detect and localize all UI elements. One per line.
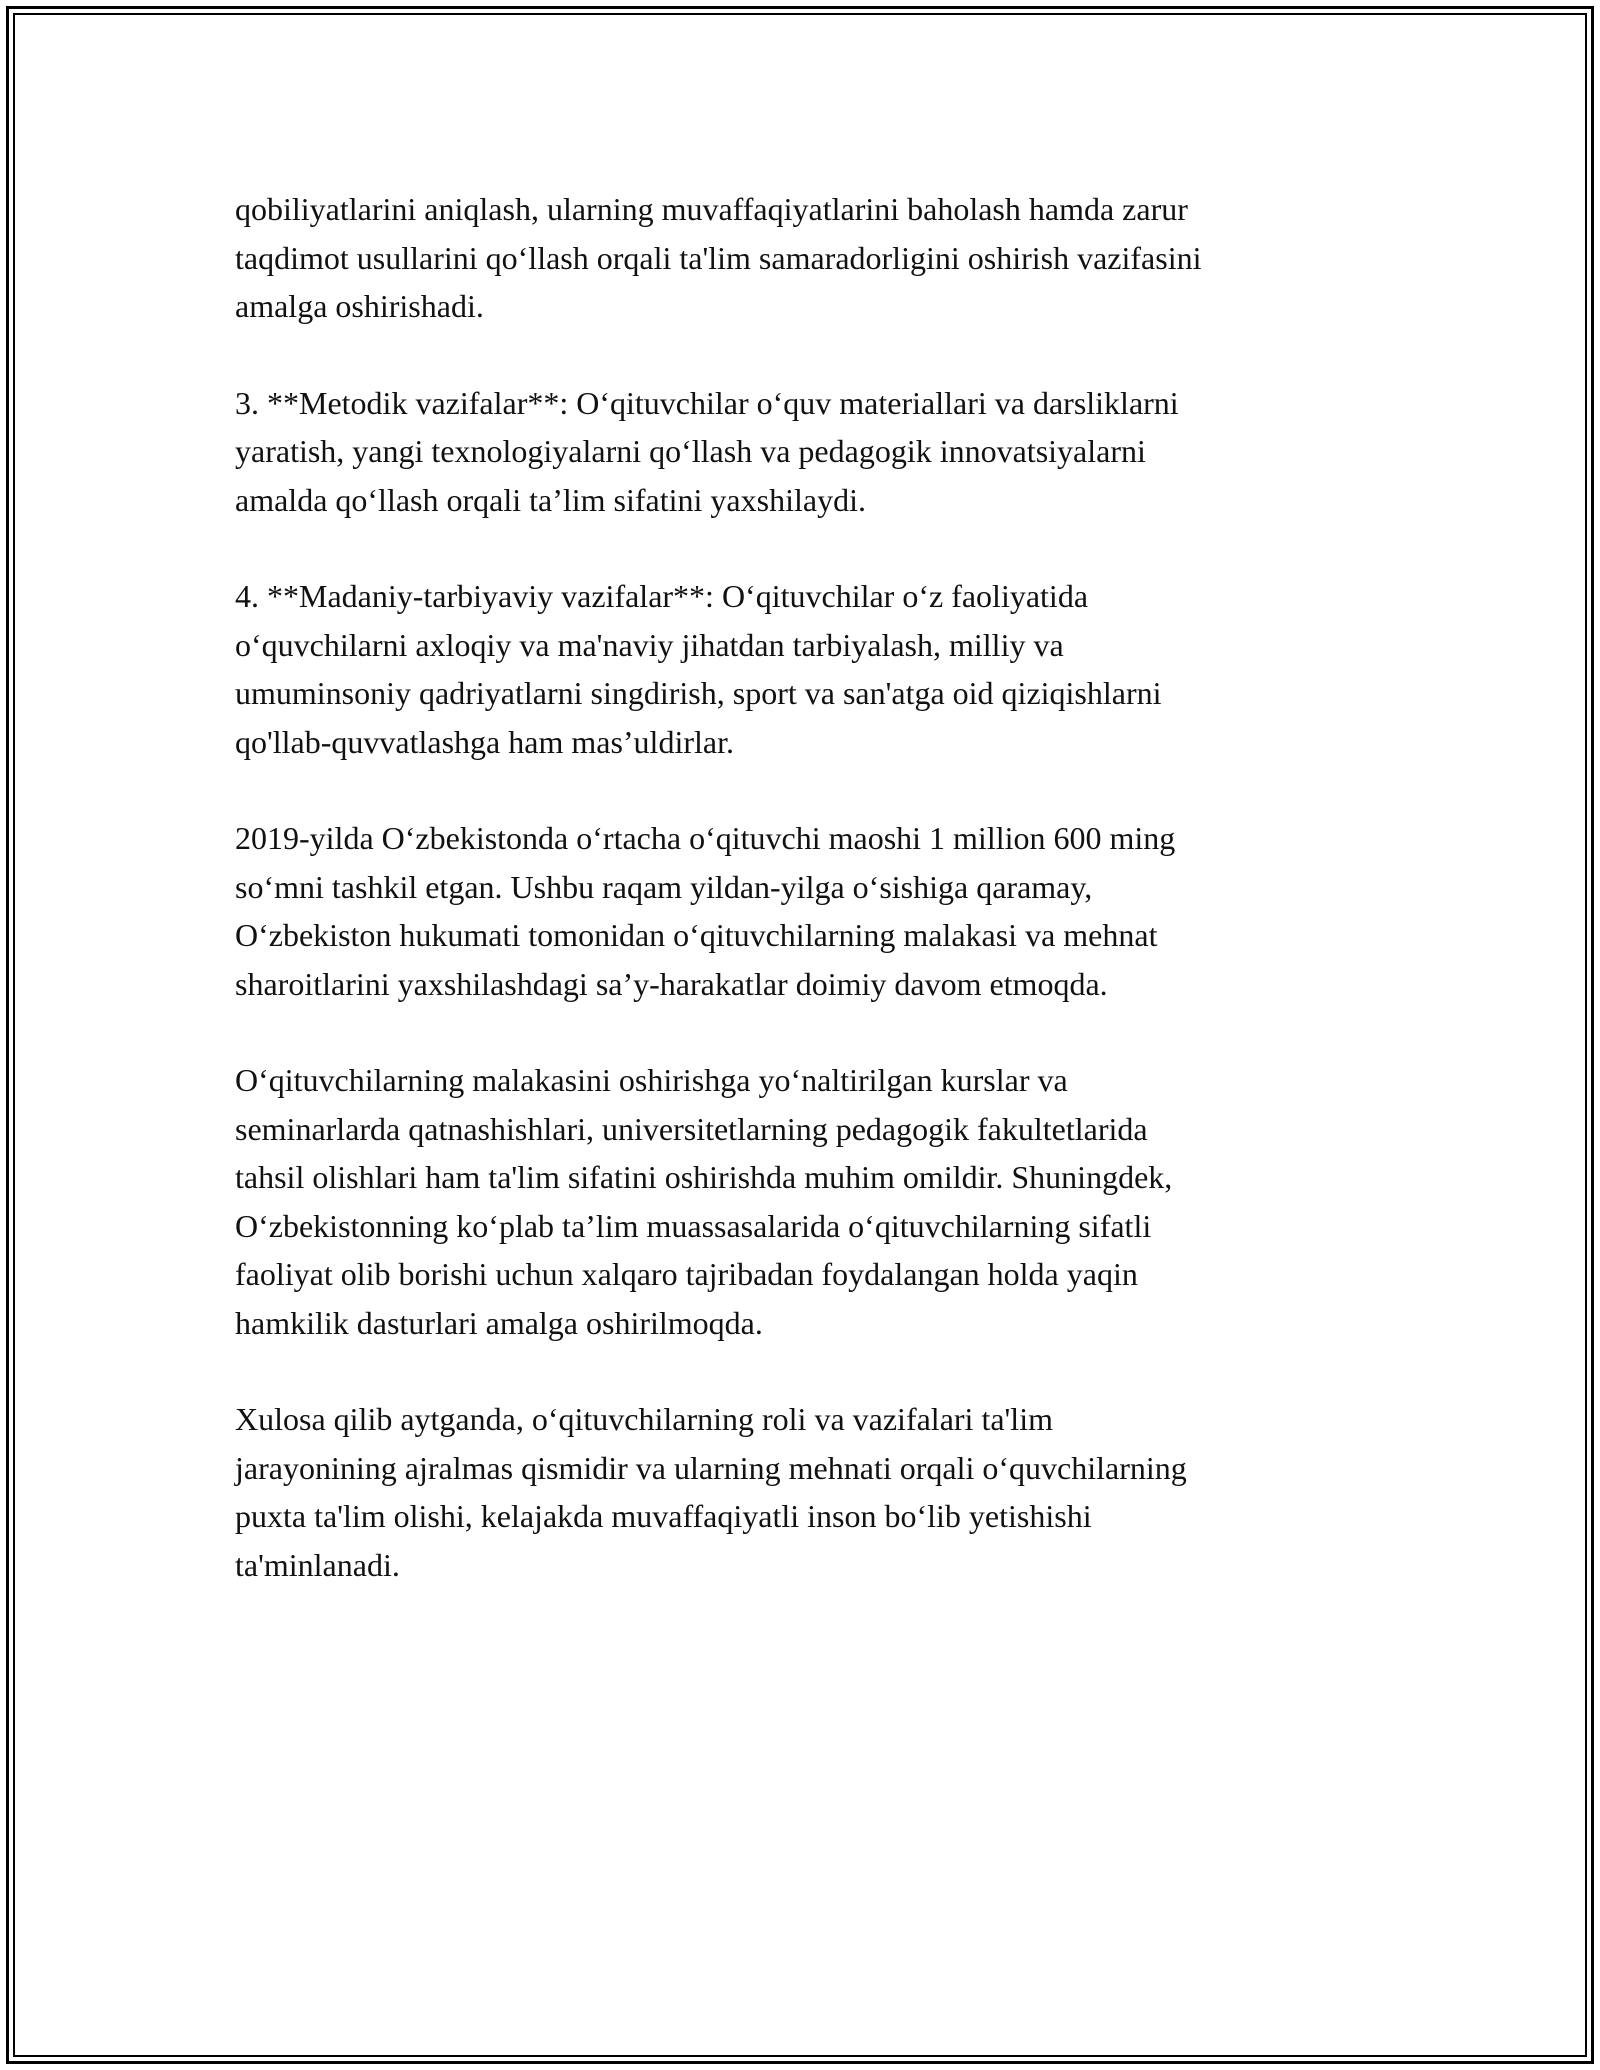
text-line: umuminsoniy qadriyatlarni singdirish, sport va san'atga oid qiziqishlarni	[235, 675, 1162, 711]
text-line: yaratish, yangi texnologiyalarni qo‘llash va pedagogik innovatsiyalarni	[235, 433, 1146, 469]
text-line: so‘mni tashkil etgan. Ushbu raqam yildan-yilga o‘sishiga qaramay,	[235, 868, 1093, 905]
text-line: faoliyat olib borishi uchun xalqaro tajribadan foydalangan holda yaqin	[235, 1256, 1138, 1292]
text-line: puxta ta'lim olishi, kelajakda muvaffaqiyatli inson bo‘lib yetishishi	[235, 1498, 1092, 1534]
text-line: O‘zbekiston hukumati tomonidan o‘qituvchilarning malakasi va mehnat	[235, 917, 1158, 953]
text-line: O‘qituvchilarning malakasini oshirishga yo‘naltirilgan kurslar va	[235, 1062, 1068, 1098]
text-line: o‘quvchilarni axloqiy va ma'naviy jihatdan tarbiyalash, milliy va	[235, 626, 1064, 663]
text-line: 3. **Metodik vazifalar**: O‘qituvchilar o‘quv materiallari va darsliklarni	[235, 384, 1179, 421]
paragraph-qualification	[235, 1056, 1365, 1347]
text-line: 2019-yilda O‘zbekistonda o‘rtacha o‘qituvchi maoshi 1 million 600 ming	[235, 820, 1176, 856]
text-line: amalga oshirishadi.	[235, 288, 484, 324]
paragraph-teacher-salary	[235, 814, 1365, 1008]
paragraph-conclusion	[235, 1395, 1365, 1589]
paragraph-cultural-educational-tasks	[235, 572, 1365, 766]
text-line: qo'llab-quvvatlashga ham mas’uldirlar.	[235, 723, 734, 760]
text-line: seminarlarda qatnashishlari, universitetlarning pedagogik fakultetlarida	[235, 1110, 1148, 1147]
paragraph-methodical-tasks	[235, 379, 1365, 525]
text-line: amalda qo‘llash orqali ta’lim sifatini yaxshilaydi.	[235, 481, 866, 518]
text-line: jarayonining ajralmas qismidir va ularning mehnati orqali o‘quvchilarning	[235, 1449, 1187, 1486]
text-line: sharoitlarini yaxshilashdagi sa’y-harakatlar doimiy davom etmoqda.	[235, 965, 1108, 1002]
text-line: O‘zbekistonning ko‘plab ta’lim muassasalarida o‘qituvchilarning sifatli	[235, 1207, 1152, 1244]
text-line: taqdimot usullarini qo‘llash orqali ta'lim samaradorligini oshirish vazifasini	[235, 239, 1202, 276]
paragraph-abilities	[235, 185, 1365, 331]
text-line: Xulosa qilib aytganda, o‘qituvchilarning roli va vazifalari ta'lim	[235, 1401, 1053, 1437]
text-line: qobiliyatlarini aniqlash, ularning muvaffaqiyatlarini baholash hamda zarur	[235, 191, 1188, 227]
text-line: ta'minlanadi.	[235, 1546, 400, 1583]
document-body	[235, 185, 1365, 1637]
text-line: hamkilik dasturlari amalga oshirilmoqda.	[235, 1304, 763, 1341]
text-line: tahsil olishlari ham ta'lim sifatini oshirishda muhim omildir. Shuningdek,	[235, 1159, 1173, 1195]
text-line: 4. **Madaniy-tarbiyaviy vazifalar**: O‘qituvchilar o‘z faoliyatida	[235, 578, 1089, 614]
